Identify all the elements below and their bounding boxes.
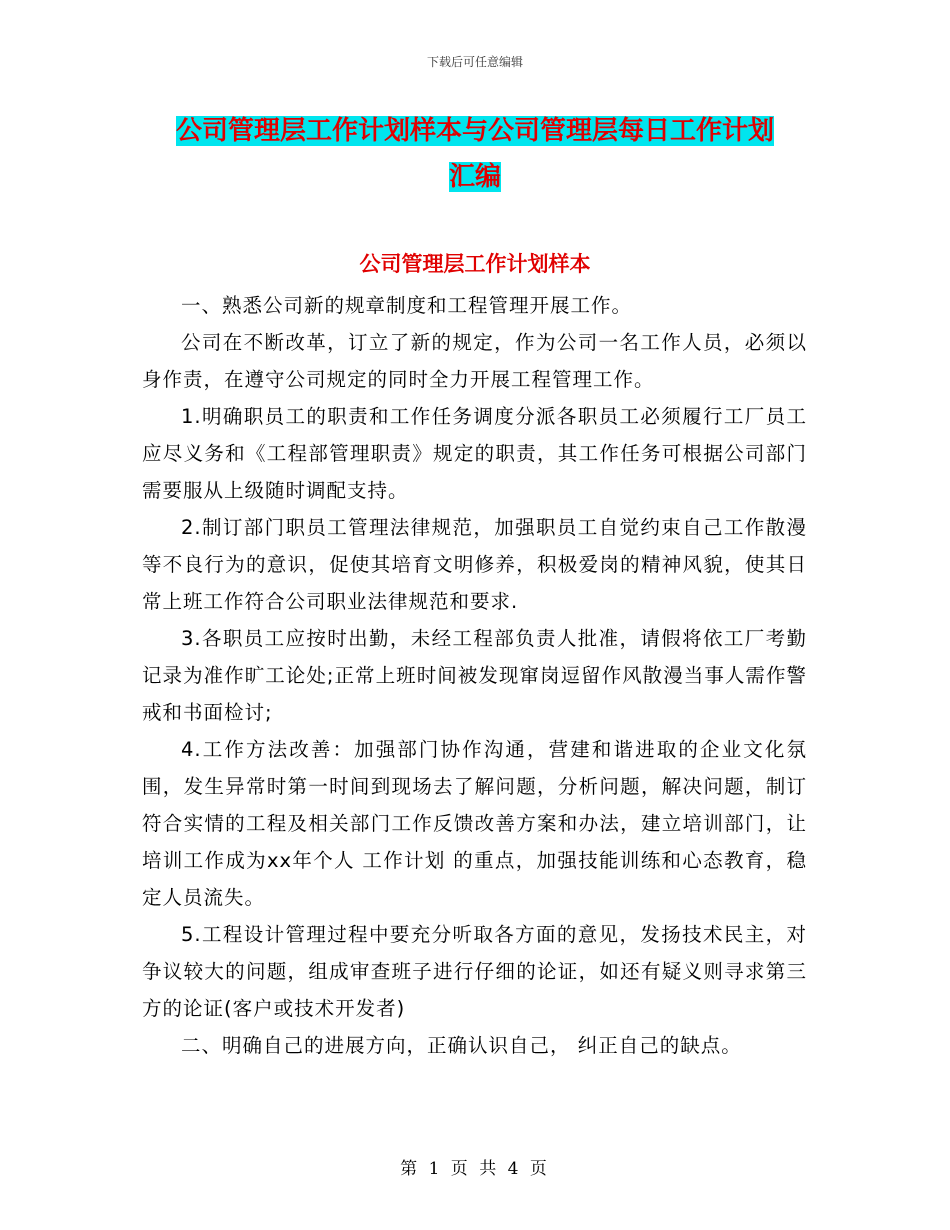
header-note: 下载后可任意编辑 [426, 55, 523, 69]
page-footer: 第 1 页 共 4 页 [400, 1159, 550, 1179]
paragraph: 5.工程设计管理过程中要充分听取各方面的意见，发扬技术民主，对争议较大的问题，组成审查班子进行仔细的论证，如还有疑义则寻求第三方的论证(客户或技术开发者) [142, 923, 807, 1020]
paragraph: 一、熟悉公司新的规章制度和工程管理开展工作。 [181, 294, 633, 317]
document-body [142, 287, 807, 1064]
paragraph: 2.制订部门职员工管理法律规范，加强职员工自觉约束自己工作散漫等不良行为的意识，促使其培育文明修养，积极爱岗的精神风貌，使其日常上班工作符合公司职业法律规范和要求. [142, 516, 807, 613]
document-title [145, 108, 805, 200]
section-title: 公司管理层工作计划样本 [359, 252, 591, 276]
paragraph: 4.工作方法改善：加强部门协作沟通，营建和谐进取的企业文化氛围，发生异常时第一时间到现场去了解问题，分析问题，解决问题，制订符合实情的工程及相关部门工作反馈改善方案和办法，建立培训部门，让培训工作成为xx年个人 工作计划 的重点，加强技能训练和心态教育，稳定人员流失。 [142, 738, 807, 909]
paragraph: 公司在不断改革，订立了新的规定，作为公司一名工作人员，必须以身作责，在遵守公司规定的同时全力开展工程管理工作。 [142, 331, 807, 391]
paragraph: 二、明确自己的进展方向，正确认识自己， 纠正自己的缺点。 [181, 1034, 742, 1057]
paragraph: 1.明确职员工的职责和工作任务调度分派各职员工必须履行工厂员工应尽义务和《工程部管理职责》规定的职责，其工作任务可根据公司部门需要服从上级随时调配支持。 [142, 405, 807, 502]
paragraph: 3.各职员工应按时出勤，未经工程部负责人批准，请假将依工厂考勤记录为准作旷工论处;正常上班时间被发现窜岗逗留作风散漫当事人需作警戒和书面检讨; [142, 627, 807, 724]
title-line-1: 公司管理层工作计划样本与公司管理层每日工作计划 [175, 116, 774, 146]
title-line-2: 汇编 [448, 162, 501, 192]
